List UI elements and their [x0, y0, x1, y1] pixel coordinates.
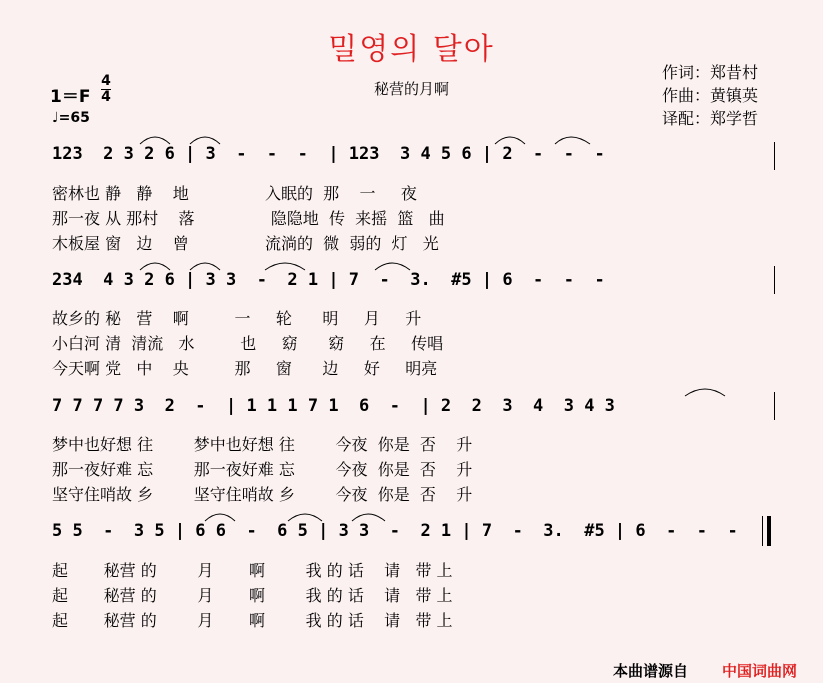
slur	[288, 514, 322, 521]
slur	[495, 137, 525, 144]
slur	[205, 514, 235, 521]
system-1-lyric-1: 密林也 静 静 地 入眠的 那 一 夜	[52, 184, 417, 203]
system-3-lyric-2: 那一夜好难 忘 那一夜好难 忘 今夜 你是 否 升	[52, 460, 473, 479]
system-1-lyric-3: 木板屋 窗 边 曾 流淌的 微 弱的 灯 光	[52, 234, 439, 253]
time-signature-bottom: 4	[101, 89, 111, 105]
system-3-notes: 7 7 7 7 3 2 - | 1 1 1 7 1 6 - | 2 2 3 4 3 4 3	[52, 396, 615, 416]
slur	[352, 514, 385, 521]
slur	[140, 137, 170, 144]
source-label: 本曲谱源自	[613, 662, 689, 680]
song-title: 밀영의 달아	[328, 32, 495, 67]
slur	[265, 263, 305, 270]
system-4-lyric-1: 起 秘营 的 月 啊 我 的 话 请 带 上	[52, 561, 453, 580]
system-2-lyric-3: 今天啊 党 中 央 那 窗 边 好 明亮	[52, 359, 438, 378]
slur	[190, 137, 220, 144]
system-2-lyric-1: 故乡的 秘 营 啊 一 轮 明 月 升	[52, 309, 422, 328]
song-subtitle: 秘营的月啊	[373, 80, 449, 98]
tempo-marking: ♩=65	[52, 110, 90, 126]
slur	[140, 263, 170, 270]
slur	[555, 137, 590, 144]
system-4-lyric-3: 起 秘营 的 月 啊 我 的 话 请 带 上	[52, 611, 453, 630]
lyricist-credit: 作词：郑昔村	[662, 63, 759, 82]
system-3-lyric-1: 梦中也好想 往 梦中也好想 往 今夜 你是 否 升	[52, 435, 473, 454]
system-3-lyric-3: 坚守住哨故 乡 坚守住哨故 乡 今夜 你是 否 升	[52, 485, 473, 504]
system-1-notes: 123 2 3 2 6 | 3 - - - | 123 3 4 5 6 | 2 - - -	[52, 144, 605, 164]
site-name[interactable]: 中国词曲网	[722, 662, 798, 680]
key-signature: 1＝F	[50, 87, 91, 107]
slur	[190, 263, 220, 270]
composer-credit: 作曲：黄镇英	[662, 86, 759, 105]
system-4-notes: 5 5 - 3 5 | 6 6 - 6 5 | 3 3 - 2 1 | 7 - 3. #5 | 6 - - -	[52, 521, 738, 541]
system-4-lyric-2: 起 秘营 的 月 啊 我 的 话 请 带 上	[52, 586, 453, 605]
slur	[685, 389, 725, 396]
translator-credit: 译配：郑学哲	[662, 109, 759, 128]
slur	[375, 263, 410, 270]
system-2-notes: 234 4 3 2 6 | 3 3 - 2 1 | 7 - 3. #5 | 6 - - -	[52, 270, 605, 290]
system-2-lyric-2: 小白河 清 清流 水 也 窈 窈 在 传唱	[52, 334, 444, 353]
time-signature-top: 4	[101, 73, 111, 89]
system-1-lyric-2: 那一夜 从 那村 落 隐隐地 传 来摇 篮 曲	[52, 209, 445, 228]
